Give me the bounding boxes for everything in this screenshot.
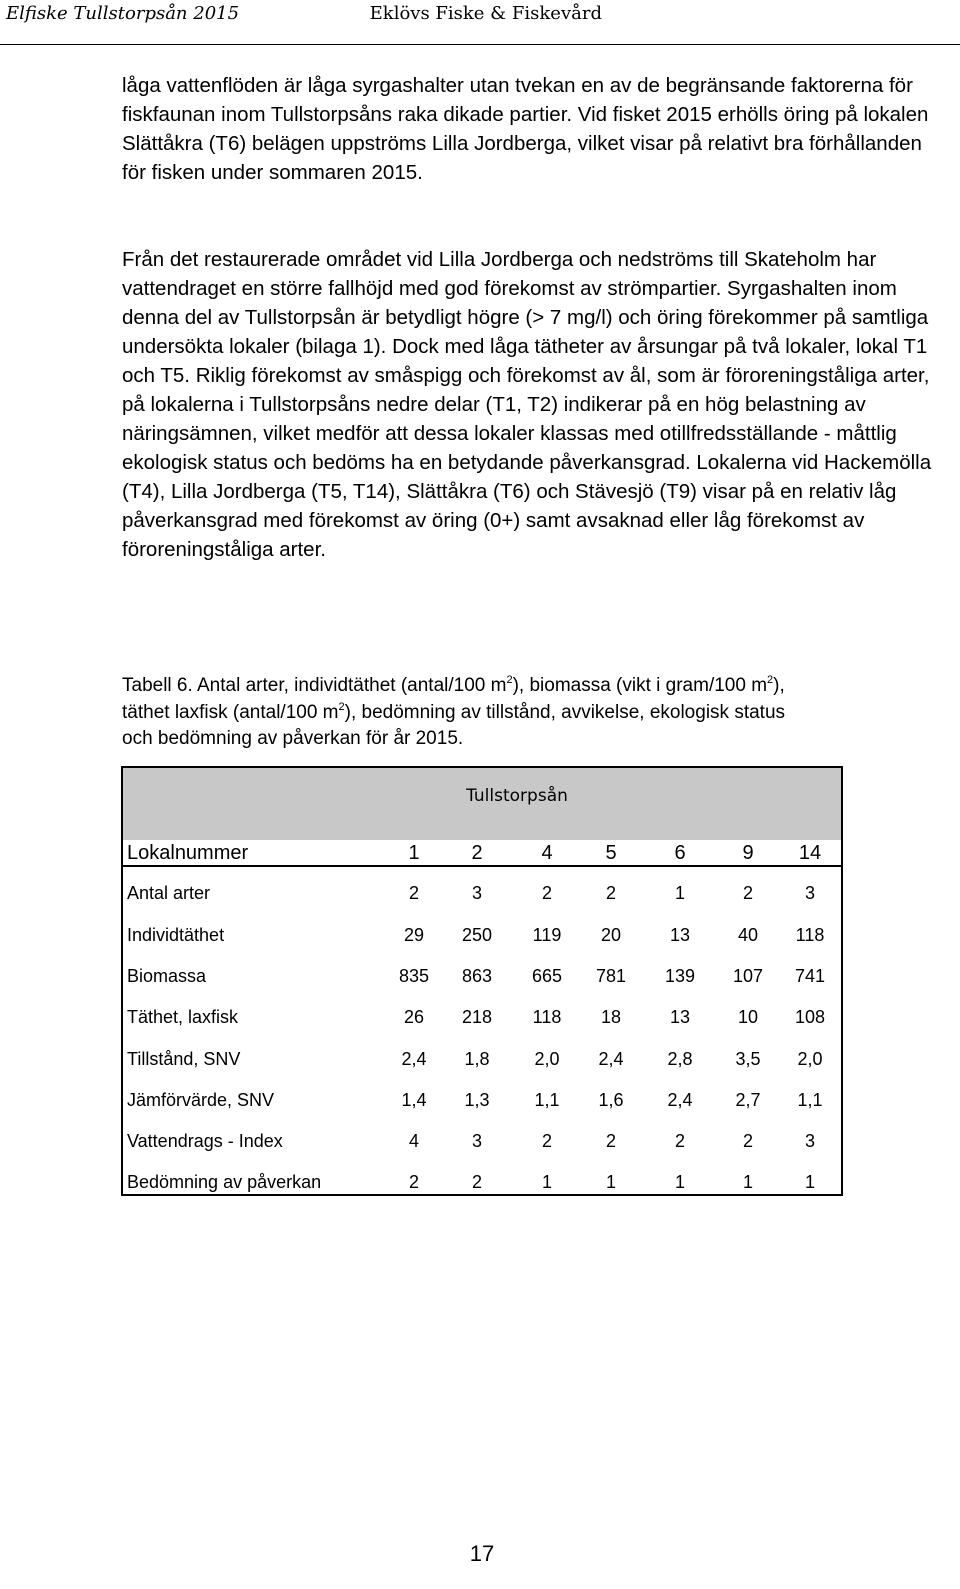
row-label: Biomassa <box>127 965 207 986</box>
table-cell: 2 <box>674 1131 685 1152</box>
row-label: Jämförvärde, SNV <box>127 1089 275 1110</box>
table-cell: 1 <box>742 1172 753 1193</box>
table-row <box>123 1172 841 1196</box>
table-cell: 2,7 <box>735 1089 761 1110</box>
table-cell: 139 <box>664 965 696 986</box>
table-cell: 119 <box>532 924 562 945</box>
column-header: 5 <box>605 842 617 864</box>
table-cell: 781 <box>595 965 627 986</box>
table-cell: 1,4 <box>401 1089 427 1110</box>
row-label: Tillstånd, SNV <box>127 1048 241 1069</box>
page-number: 17 <box>469 1541 495 1566</box>
table-cell: 863 <box>461 965 493 986</box>
results-table <box>121 766 843 1196</box>
table-cell: 40 <box>737 924 759 945</box>
table-cell: 2 <box>742 1131 753 1152</box>
table-cell: 1,8 <box>464 1048 490 1069</box>
column-header: 6 <box>674 842 686 864</box>
table-cell: 118 <box>532 1007 562 1028</box>
table-cell: 1,3 <box>464 1089 490 1110</box>
table-cell: 2,8 <box>667 1048 693 1069</box>
row-label: Vattendrags - Index <box>127 1131 283 1152</box>
table-row <box>123 925 841 949</box>
table-cell: 2 <box>605 883 616 904</box>
column-header: 1 <box>408 842 420 864</box>
table-header-row <box>123 842 841 866</box>
table-cell: 118 <box>795 924 825 945</box>
table-row <box>123 1049 841 1073</box>
table-cell: 3 <box>804 883 815 904</box>
row-label: Individtäthet <box>127 924 225 945</box>
table-cell: 29 <box>403 924 425 945</box>
column-header: 14 <box>798 842 822 864</box>
table-cell: 1,6 <box>598 1089 624 1110</box>
table-cell: 2 <box>605 1131 616 1152</box>
table-cell: 665 <box>531 965 563 986</box>
table-cell: 1,1 <box>797 1089 823 1110</box>
page-header <box>0 0 960 45</box>
paragraph-2 <box>122 245 947 564</box>
paragraph-1 <box>122 71 947 187</box>
table-cell: 10 <box>737 1007 759 1028</box>
table-cell: 13 <box>669 924 691 945</box>
table-title-band <box>123 768 841 840</box>
header-label: Lokalnummer <box>127 842 249 864</box>
table-cell: 3,5 <box>735 1048 761 1069</box>
table-cell: 250 <box>461 924 493 945</box>
table-cell: 2,0 <box>534 1048 560 1069</box>
table-cell: 1 <box>804 1172 815 1193</box>
table-cell: 26 <box>403 1007 425 1028</box>
table-cell: 741 <box>794 965 826 986</box>
header-document-title: Elfiske Tullstorpsån 2015 <box>6 3 240 24</box>
paragraph-text: Från det restaurerade området vid Lilla Jordberga och nedströms till Skateholm har vattendraget en större fallhöjd med god förekomst av strömpartier. Syrgashalten inom denna del av Tullstorpsån är betydligt högre (> 7 mg/l) och öring förekommer på samtliga undersökta lokaler (bilaga 1). Dock med låga tätheter av årsungar på två lokaler, lokal T1 och T5. Riklig förekomst av småspigg och förekomst av ål, som är föroreningståliga arter, på lokalerna i Tullstorpsåns nedre delar (T1, T2) indikerar på en hög belastning av näringsämnen, vilket medför att dessa lokaler klassas med otillfredsställande - måttlig ekologisk status och bedöms ha en betydande påverkansgrad. Lokalerna vid Hackemölla (T4), Lilla Jordberga (T5, T14), Slättåkra (T6) och Stävesjö (T9) visar på en relativ låg påverkansgrad med förekomst av öring (0+) samt avsaknad eller låg förekomst av föroreningståliga arter. <box>122 248 932 561</box>
table-title: Tullstorpsån <box>466 786 568 806</box>
table-caption: Tabell 6. Antal arter, individtäthet (antal/100 $m^2$), biomassa (vikt i gram/100 $m^2$), täthet laxfisk (antal/100 $m^2$), bedömning av tillstånd, avvikelse, ekologisk status och bedömning av påverkan för år 2015. <box>122 674 786 749</box>
table-cell: 13 <box>669 1007 691 1028</box>
table-cell: 1 <box>541 1172 552 1193</box>
row-label: Bedömning av påverkan <box>127 1172 322 1193</box>
table-cell: 2 <box>541 1131 552 1152</box>
table-cell: 1 <box>674 883 685 904</box>
table-cell: 2 <box>541 883 552 904</box>
table-cell: 2 <box>742 883 753 904</box>
table-row <box>123 1090 841 1114</box>
table-cell: 2,4 <box>401 1048 427 1069</box>
table-cell: 3 <box>471 1131 482 1152</box>
table-cell: 108 <box>794 1007 826 1028</box>
table-cell: 3 <box>804 1131 815 1152</box>
table-row <box>123 1131 841 1155</box>
column-header: 2 <box>471 842 483 864</box>
column-header: 4 <box>541 842 553 864</box>
paragraph-text: låga vattenflöden är låga syrgashalter utan tvekan en av de begränsande faktorerna för fiskfaunan inom Tullstorpsåns raka dikade partier. Vid fisket 2015 erhölls öring på lokalen Slättåkra (T6) belägen uppströms Lilla Jordberga, vilket visar på relativt bra förhållanden för fisken under sommaren 2015. <box>122 74 929 184</box>
table-row <box>123 1007 841 1031</box>
table-cell: 20 <box>600 924 622 945</box>
table-row <box>123 966 841 990</box>
table-cell: 1 <box>605 1172 616 1193</box>
table-cell: 1 <box>674 1172 685 1193</box>
row-label: Antal arter <box>127 883 211 904</box>
table-cell: 3 <box>471 883 482 904</box>
table-cell: 2 <box>408 1172 419 1193</box>
table-cell: 107 <box>732 965 764 986</box>
table-row <box>123 883 841 907</box>
table-cell: 2 <box>471 1172 482 1193</box>
table-cell: 2,4 <box>598 1048 624 1069</box>
table-cell: 1,1 <box>534 1089 560 1110</box>
table-cell: 2,0 <box>797 1048 823 1069</box>
table-cell: 2,4 <box>667 1089 693 1110</box>
table-cell: 2 <box>408 883 419 904</box>
table-cell: 835 <box>398 965 430 986</box>
header-company-name: Eklövs Fiske & Fiskevård <box>369 3 602 24</box>
column-header: 9 <box>742 842 754 864</box>
table-cell: 4 <box>408 1131 419 1152</box>
row-label: Täthet, laxfisk <box>127 1007 239 1028</box>
table-cell: 218 <box>461 1007 493 1028</box>
table-cell: 18 <box>600 1007 622 1028</box>
